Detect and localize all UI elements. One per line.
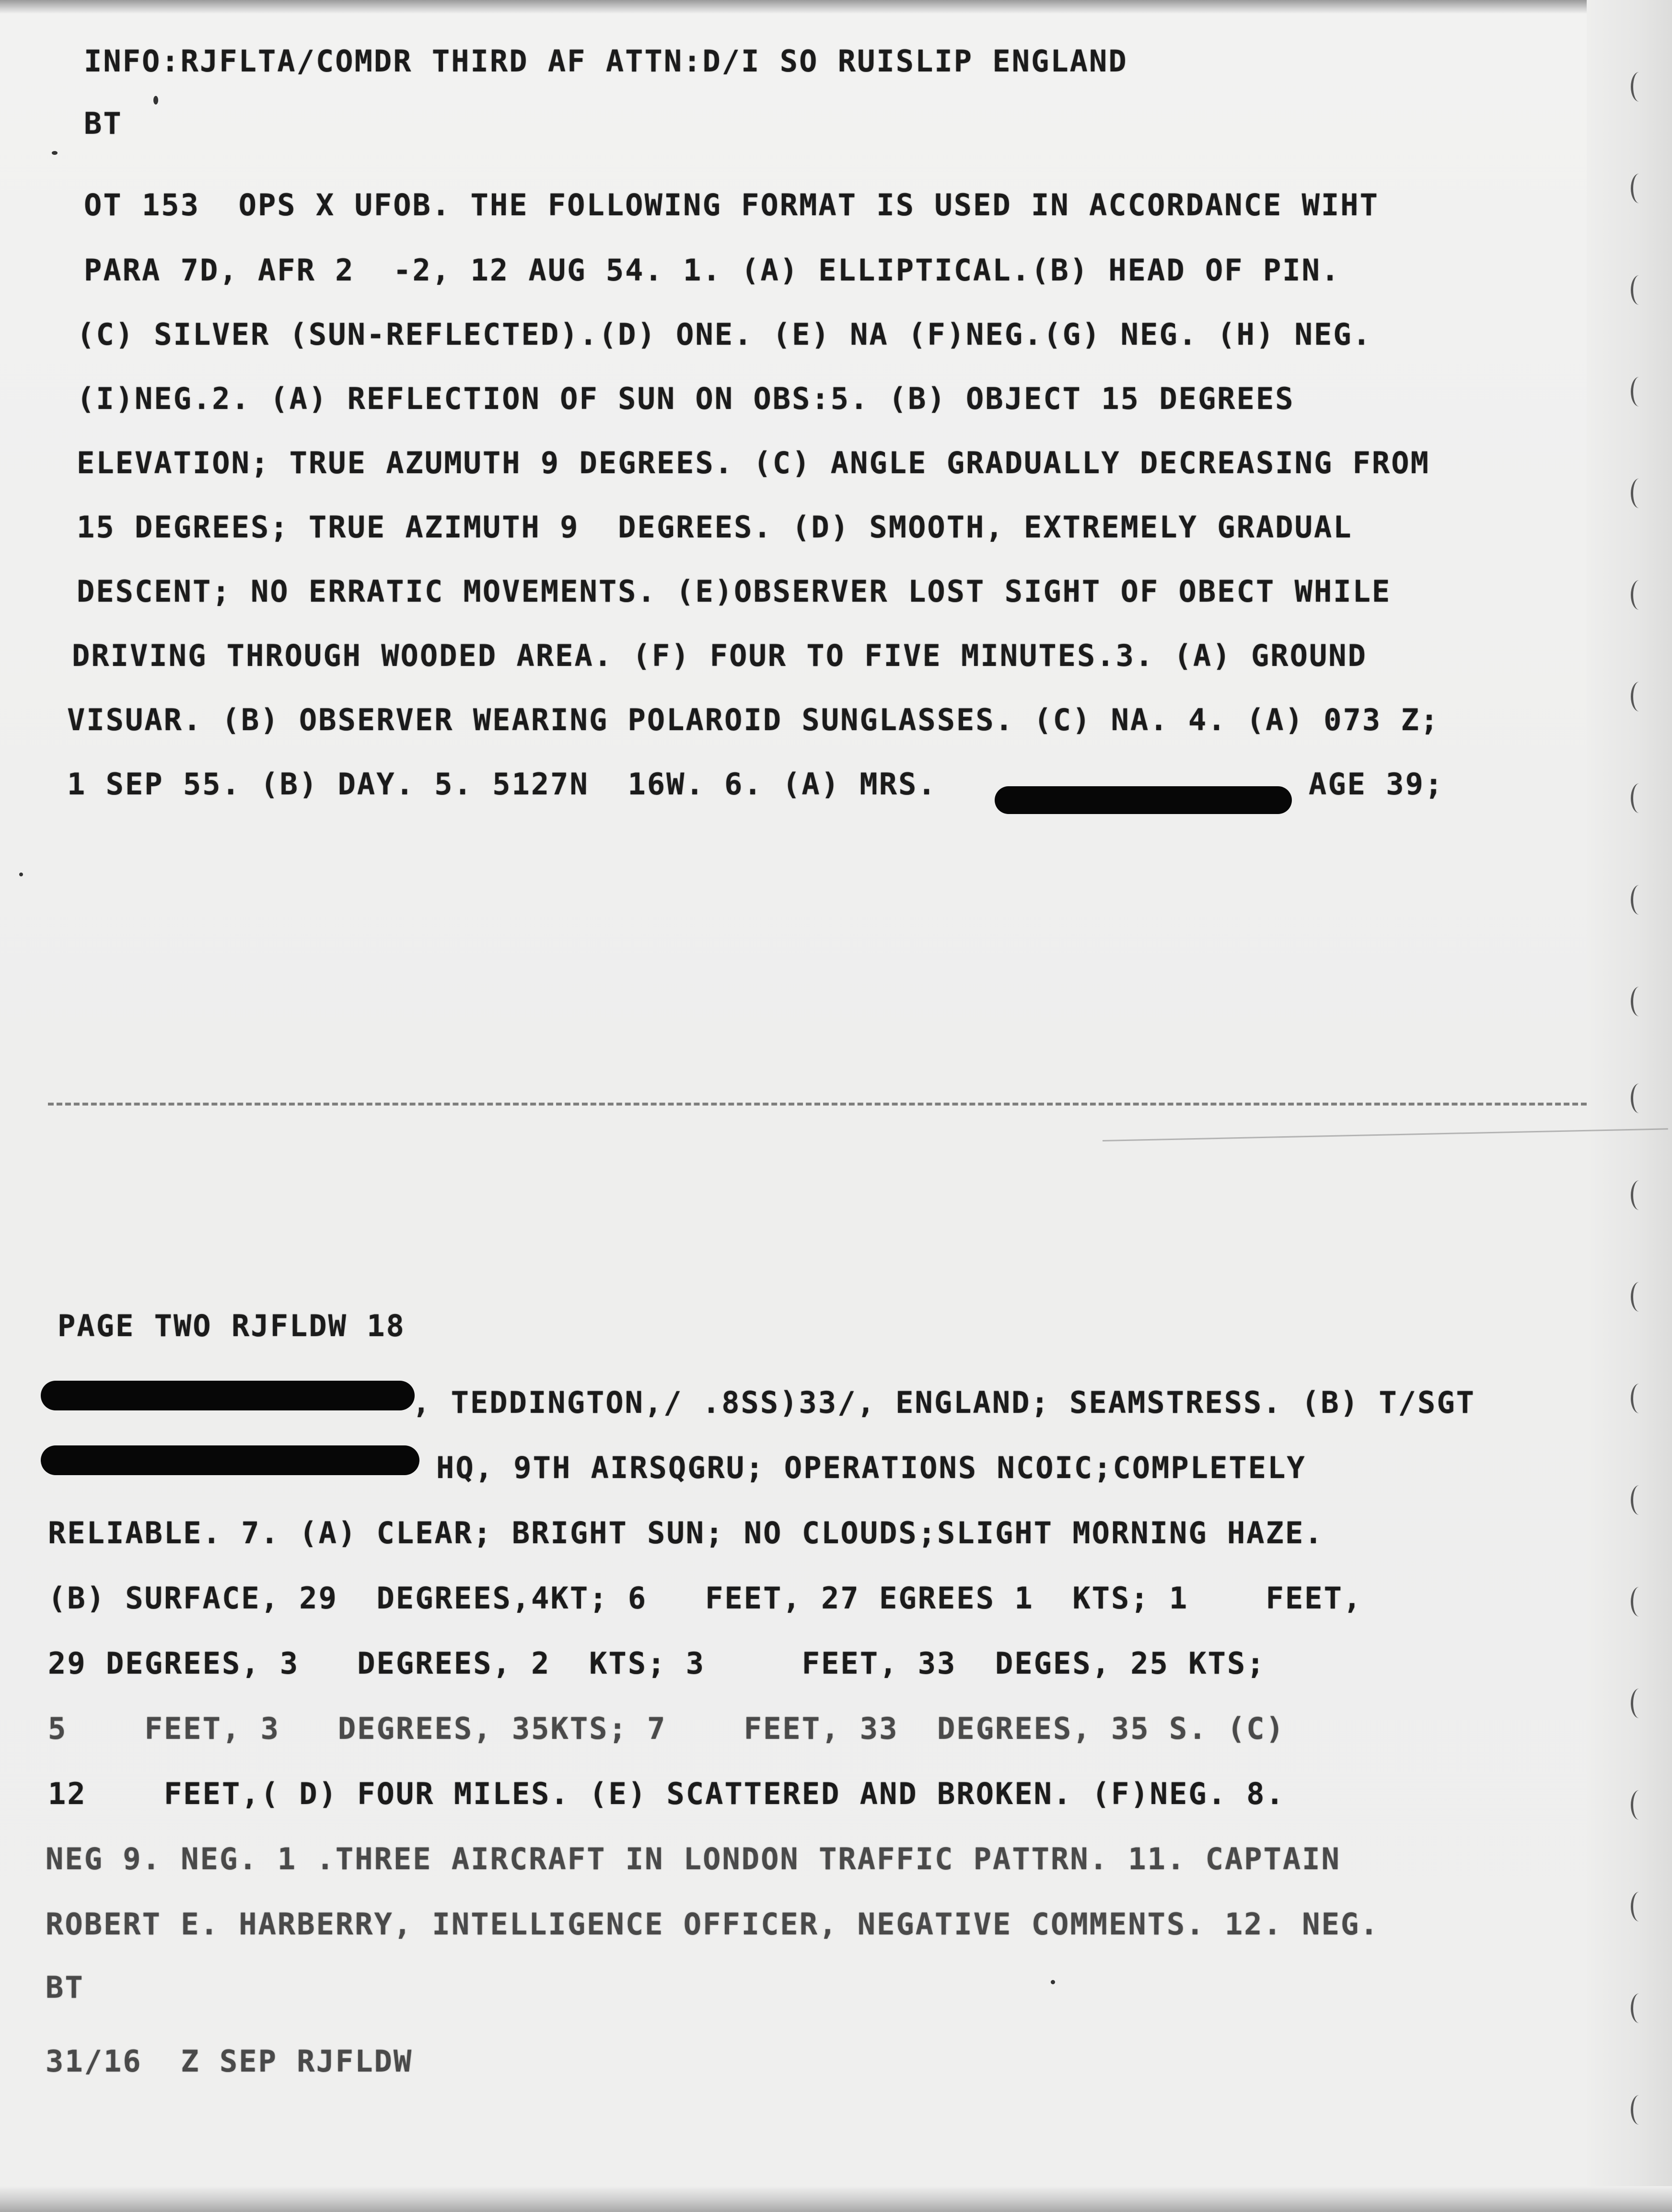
- redaction-bar: [41, 1381, 415, 1410]
- ink-speck: [19, 873, 23, 876]
- page-header: PAGE TWO RJFLDW 18: [58, 1308, 406, 1343]
- message-line: OT 153 OPS X UFOB. THE FOLLOWING FORMAT IS USED IN ACCORDANCE WIHT: [84, 187, 1379, 222]
- message-line: (B) SURFACE, 29 DEGREES,4KT; 6 FEET, 27 EGREES 1 KTS; 1 FEET,: [48, 1581, 1363, 1616]
- feed-hole: [1631, 580, 1648, 610]
- message-line: AGE 39;: [1309, 767, 1444, 802]
- feed-hole: [1631, 1485, 1648, 1515]
- feed-hole: [1631, 1083, 1648, 1113]
- message-line: BT: [46, 1970, 84, 2005]
- message-line: , TEDDINGTON,/ .8SS)33/, ENGLAND; SEAMSTRESS. (B) T/SGT: [412, 1385, 1475, 1420]
- feed-hole: [1631, 1790, 1648, 1820]
- redaction-bar: [41, 1445, 419, 1475]
- feed-hole: [1631, 72, 1648, 102]
- feed-hole: [1631, 1587, 1648, 1617]
- ink-speck: [52, 151, 58, 155]
- feed-hole: [1631, 1892, 1648, 1921]
- feed-hole: [1631, 1688, 1648, 1718]
- message-line: HQ, 9TH AIRSQGRU; OPERATIONS NCOIC;COMPLETELY: [436, 1450, 1306, 1485]
- message-line: ROBERT E. HARBERRY, INTELLIGENCE OFFICER, NEGATIVE COMMENTS. 12. NEG.: [46, 1907, 1380, 1942]
- message-line: 1 SEP 55. (B) DAY. 5. 5127N 16W. 6. (A) MRS.: [67, 767, 937, 802]
- feed-hole: [1631, 885, 1648, 915]
- message-line: PARA 7D, AFR 2 -2, 12 AUG 54. 1. (A) ELLIPTICAL.(B) HEAD OF PIN.: [84, 253, 1341, 288]
- feed-hole: [1631, 2095, 1648, 2125]
- feed-hole: [1631, 1993, 1648, 2023]
- ink-speck: [153, 96, 158, 105]
- message-line: 31/16 Z SEP RJFLDW: [46, 2044, 413, 2079]
- feed-hole: [1631, 174, 1648, 203]
- feed-hole: [1631, 377, 1648, 407]
- message-line: RELIABLE. 7. (A) CLEAR; BRIGHT SUN; NO CLOUDS;SLIGHT MORNING HAZE.: [48, 1515, 1324, 1550]
- message-line: 15 DEGREES; TRUE AZIMUTH 9 DEGREES. (D) SMOOTH, EXTREMELY GRADUAL: [77, 510, 1353, 545]
- bottom-paper-edge: [0, 2186, 1672, 2212]
- message-line: VISUAR. (B) OBSERVER WEARING POLAROID SUNGLASSES. (C) NA. 4. (A) 073 Z;: [67, 702, 1440, 737]
- top-paper-edge: [0, 0, 1672, 13]
- message-line: NEG 9. NEG. 1 .THREE AIRCRAFT IN LONDON TRAFFIC PATTRN. 11. CAPTAIN: [46, 1841, 1341, 1876]
- feed-hole: [1631, 987, 1648, 1016]
- feed-hole: [1631, 682, 1648, 711]
- message-line: (C) SILVER (SUN-REFLECTED).(D) ONE. (E) NA (F)NEG.(G) NEG. (H) NEG.: [77, 317, 1372, 352]
- message-line: 12 FEET,( D) FOUR MILES. (E) SCATTERED AND BROKEN. (F)NEG. 8.: [48, 1776, 1285, 1811]
- message-line: (I)NEG.2. (A) REFLECTION OF SUN ON OBS:5. (B) OBJECT 15 DEGREES: [77, 381, 1295, 416]
- message-line: 29 DEGREES, 3 DEGREES, 2 KTS; 3 FEET, 33 DEGES, 25 KTS;: [48, 1646, 1266, 1681]
- redaction-bar: [995, 786, 1292, 814]
- message-line: ELEVATION; TRUE AZUMUTH 9 DEGREES. (C) ANGLE GRADUALLY DECREASING FROM: [77, 445, 1430, 480]
- message-line: BT: [84, 106, 123, 141]
- feed-hole: [1631, 1180, 1648, 1210]
- message-line: DRIVING THROUGH WOODED AREA. (F) FOUR TO FIVE MINUTES.3. (A) GROUND: [72, 638, 1367, 673]
- message-line: INFO:RJFLTA/COMDR THIRD AF ATTN:D/I SO RUISLIP ENGLAND: [84, 44, 1128, 79]
- tractor-feed-strip: [1587, 0, 1672, 2212]
- feed-hole: [1631, 1384, 1648, 1413]
- message-line: 5 FEET, 3 DEGREES, 35KTS; 7 FEET, 33 DEGREES, 35 S. (C): [48, 1711, 1285, 1746]
- feed-hole: [1631, 783, 1648, 813]
- feed-hole: [1631, 478, 1648, 508]
- feed-hole: [1631, 275, 1648, 305]
- message-line: DESCENT; NO ERRATIC MOVEMENTS. (E)OBSERVER LOST SIGHT OF OBECT WHILE: [77, 574, 1392, 609]
- ink-speck: [1051, 1980, 1055, 1984]
- page-crease: [1103, 1128, 1668, 1141]
- perforation-fold-line: [48, 1103, 1587, 1106]
- feed-hole: [1631, 1282, 1648, 1312]
